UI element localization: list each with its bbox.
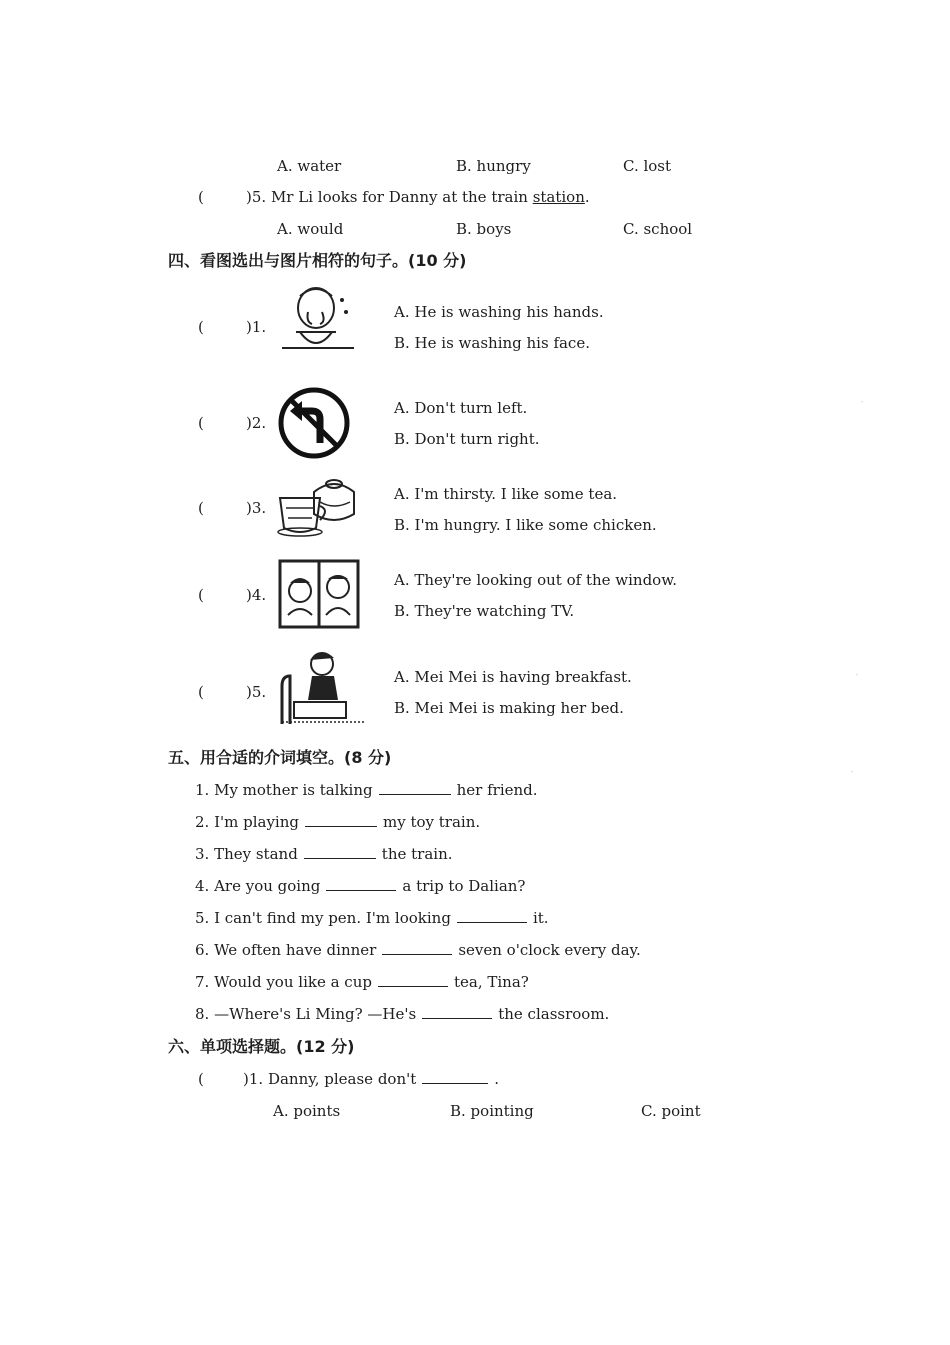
option-b: B. pointing (450, 1102, 534, 1120)
option-c: C. school (623, 220, 693, 238)
fill-blank-item: 1. My mother is talking her friend. (195, 781, 538, 799)
answer-paren-open: ( (198, 586, 204, 604)
section-heading: 五、用合适的介词填空。(8 分) (168, 748, 392, 767)
fill-blank-item: 2. I'm playing my toy train. (195, 813, 481, 831)
answer-blank[interactable] (382, 940, 452, 955)
option-b: B. hungry (456, 157, 531, 175)
question-text: Mr Li looks for Danny at the train (270, 188, 533, 206)
option-b: B. Mei Mei is making her bed. (394, 699, 624, 717)
fill-blank-item: 8. —Where's Li Ming? —He's the classroom. (195, 1005, 610, 1023)
girl-making-bed-picture (276, 646, 368, 728)
no-left-turn-sign (276, 385, 352, 461)
option-c: C. point (641, 1102, 701, 1120)
answer-blank[interactable] (379, 780, 451, 795)
option-b: B. boys (456, 220, 512, 238)
answer-paren-open: ( (198, 318, 204, 336)
option-a: A. would (277, 220, 344, 238)
option-b: B. I'm hungry. I like some chicken. (394, 516, 657, 534)
question-number: )5. (246, 188, 267, 206)
option-b: B. Don't turn right. (394, 430, 540, 448)
question-number: )5. (246, 683, 267, 701)
people-at-window-picture (276, 557, 362, 631)
section-heading: 四、看图选出与图片相符的句子。(10 分) (168, 251, 467, 270)
fill-blank-item: 4. Are you going a trip to Dalian? (195, 877, 526, 895)
question-number: )1. (246, 318, 267, 336)
answer-blank[interactable] (457, 908, 527, 923)
tea-cup-and-teapot-picture (274, 474, 360, 540)
option-b: B. He is washing his face. (394, 334, 590, 352)
answer-paren-open: ( (198, 499, 204, 517)
option-c: C. lost (623, 157, 672, 175)
question-line (246, 187, 590, 207)
section-heading: 六、单项选择题。(12 分) (168, 1037, 355, 1056)
scan-speck: · (860, 395, 864, 409)
answer-blank[interactable] (305, 812, 377, 827)
option-a: A. points (273, 1102, 341, 1120)
answer-paren-open: ( (198, 414, 204, 432)
question-number: )4. (246, 586, 267, 604)
option-a: A. I'm thirsty. I like some tea. (394, 485, 618, 503)
underlined-word: station (532, 188, 585, 206)
option-b: B. They're watching TV. (394, 602, 575, 620)
answer-blank[interactable] (378, 972, 448, 987)
fill-blank-item: 6. We often have dinner seven o'clock every day. (195, 941, 641, 959)
answer-paren-open: ( (198, 188, 204, 206)
question-number: )1. (243, 1070, 264, 1088)
option-a: A. Don't turn left. (394, 399, 528, 417)
washing-face-picture (278, 282, 358, 358)
fill-blank-item: 7. Would you like a cup tea, Tina? (195, 973, 529, 991)
fill-blank-item: 5. I can't find my pen. I'm looking it. (195, 909, 549, 927)
option-a: A. He is washing his hands. (394, 303, 604, 321)
question-line: )1. Danny, please don't . (243, 1070, 500, 1088)
scan-speck: · (850, 765, 854, 779)
question-number: )3. (246, 499, 267, 517)
fill-blank-item: 3. They stand the train. (195, 845, 453, 863)
answer-blank[interactable] (422, 1069, 488, 1084)
option-a: A. Mei Mei is having breakfast. (394, 668, 632, 686)
question-end: . (584, 188, 590, 206)
answer-blank[interactable] (422, 1004, 492, 1019)
question-number: )2. (246, 414, 267, 432)
answer-blank[interactable] (326, 876, 396, 891)
answer-paren-open: ( (198, 683, 204, 701)
scan-speck: · (855, 668, 859, 682)
answer-paren-open: ( (198, 1070, 204, 1088)
question-text: Danny, please don't (267, 1070, 417, 1088)
option-a: A. They're looking out of the window. (394, 571, 678, 589)
option-a: A. water (277, 157, 342, 175)
answer-blank[interactable] (304, 844, 376, 859)
